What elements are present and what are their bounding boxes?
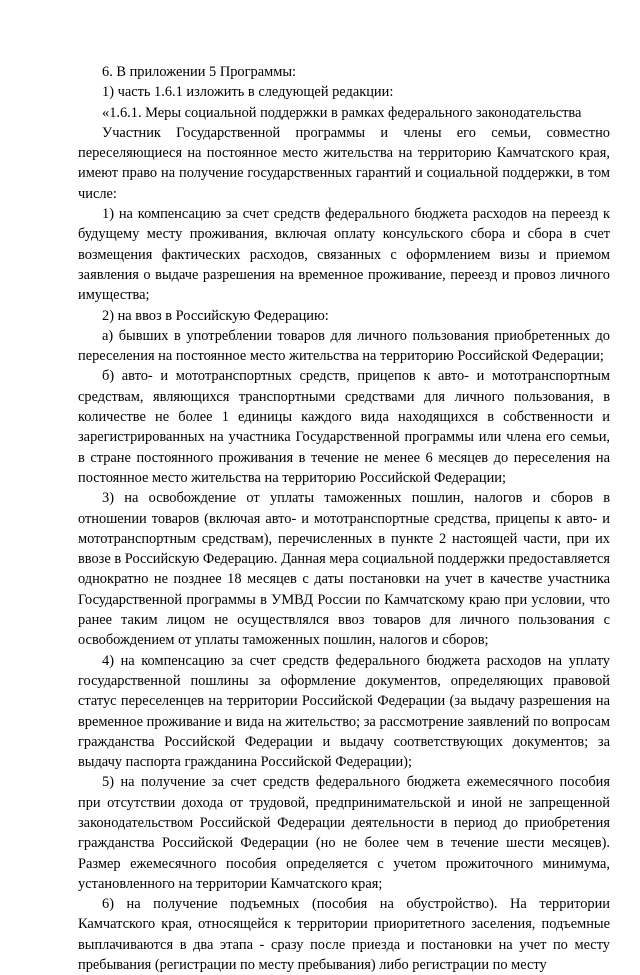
list-item-3: 3) на освобождение от уплаты таможенных пошлин, налогов и сборов в отношении товаров (включая авто- и мототранспортные средства, прицепы к авто- и мототранспортным средствам), перечисленных в пункте 2 настоящей части, при их ввозе в Российскую Федерацию. Данная мера социальной поддержки предоставляется однократно не позднее 18 месяцев с даты постановки на учет в качестве участника Государственной программы в УМВД России по Камчатскому краю при условии, что ранее таким лицом не осуществлялся ввоз товаров для личного пользования с освобождением от уплаты таможенных пошлин, налогов и сборов; xyxy=(78,490,610,649)
list-item-2b: б) авто- и мототранспортных средств, прицепов к авто- и мототранспортным средствам, являющихся транспортными средствами для личного пользования, в количестве не более 1 единицы каждого вида находящихся в собственности и зарегистрированных на участника Государственной программы или члена его семьи, в стране постоянного проживания в течение не менее 6 месяцев до переселения на постоянное место жительства на территорию Российской Федерации; xyxy=(78,368,610,486)
list-item-6: 6) на получение подъемных (пособия на обустройство). На территории Камчатского края, относящейся к территории приоритетного заселения, подъемные выплачиваются в два этапа - сразу после приезда и постановки на учет по месту пребывания (регистрации по месту пребывания) либо регистрации по месту xyxy=(78,896,610,974)
list-item-1: 1) на компенсацию за счет средств федерального бюджета расходов на переезд к будущему месту проживания, включая оплату консульского сбора и сбора в счет возмещения фактических расходов, связанных с оформлением визы и приемом заявления о выдаче разрешения на временное проживание, переезд и провоз личного имущества; xyxy=(78,206,610,304)
subsection-title: «1.6.1. Меры социальной поддержки в рамках федерального законодательства xyxy=(102,104,582,121)
list-item-4: 4) на компенсацию за счет средств федерального бюджета расходов на уплату государственной пошлины за оформление документов, определяющих правовой статус переселенцев на территории Российской Федерации (за выдачу разрешения на временное проживание и вида на жительство; за рассмотрение заявлений по вопросам гражданства Российской Федерации и выдачу соответствующих документов; за выдачу паспорта гражданина Российской Федерации); xyxy=(78,652,610,771)
list-item-5: 5) на получение за счет средств федерального бюджета ежемесячного пособия при отсутствии дохода от трудовой, предпринимательской и иной не запрещенной законодательством Российской Федерации деятельности в период до приобретения гражданства Российской Федерации (но не более чем в течение шести месяцев). Размер ежемесячного пособия определяется с учетом прожиточного минимума, установленного на территории Камчатского края; xyxy=(78,774,610,892)
paragraph-participant-rights: Участник Государственной программы и члены его семьи, совместно переселяющиеся на постоянное место жительства на территорию Камчатского края, имеют право на получение государственных гарантий и социальной поддержки, в том числе: xyxy=(78,124,610,202)
list-item-2: 2) на ввоз в Российскую Федерацию: xyxy=(102,307,329,324)
document-page xyxy=(78,62,610,975)
section-heading: 6. В приложении 5 Программы: xyxy=(102,64,296,80)
amendment-intro: 1) часть 1.6.1 изложить в следующей редакции: xyxy=(102,84,394,101)
list-item-2a: а) бывших в употреблении товаров для личного пользования приобретенных до переселения на постоянное место жительства на территорию Российской Федерации; xyxy=(78,327,610,365)
